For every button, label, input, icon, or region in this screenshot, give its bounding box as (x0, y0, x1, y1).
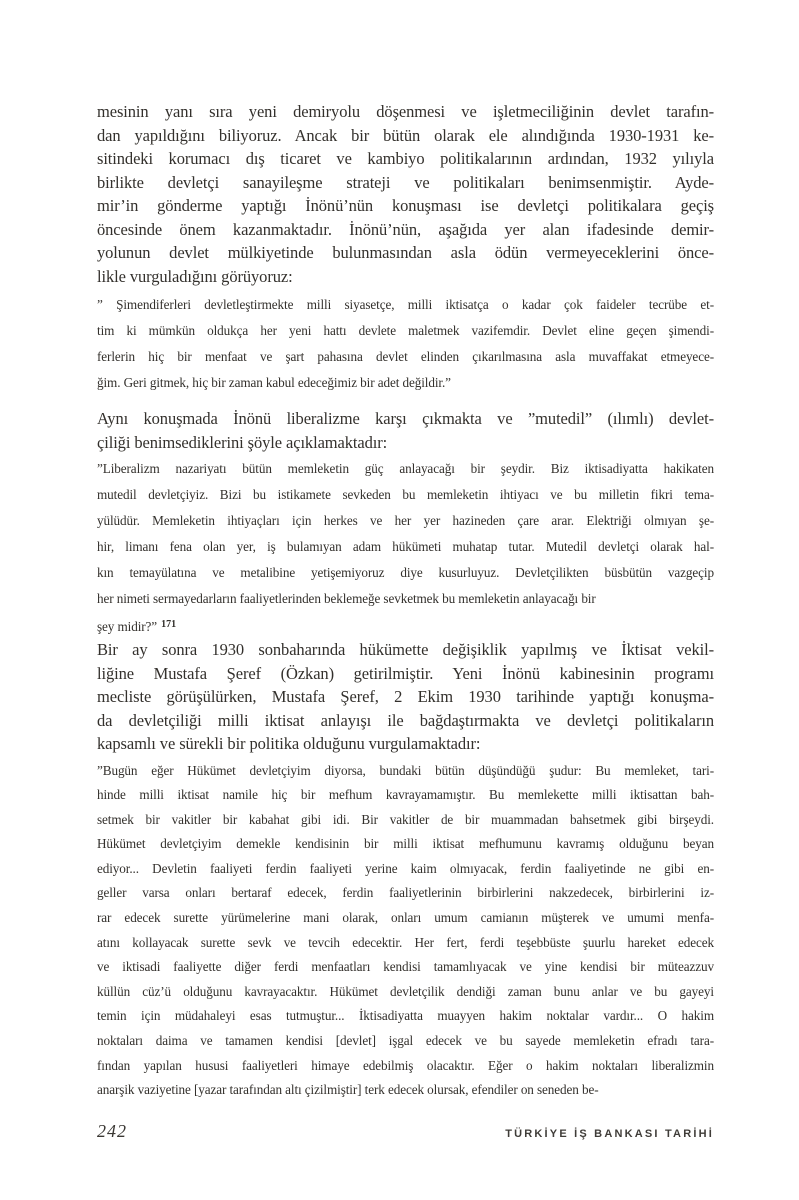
text-line: likle vurguladığını görüyoruz: (97, 266, 293, 286)
page-footer (97, 1121, 714, 1142)
text-line: kapsamlı ve sürekli bir politika olduğunu vurgulamaktadır: (97, 734, 481, 753)
text-line: Hükümet devletçiyim demekle kendisinin bir milli iktisat mefhumunu kavramış olduğunu beyan (97, 836, 714, 852)
text-line: hinde milli iktisat namile hiç bir mefhum kavrayamamıştır. Bu memlekette milli iktisattan bah- (97, 787, 714, 803)
text-line: ferlerin hiç bir menfaat ve şart pahasına devlet elinden çıkarılmasına asla muvaffakat etmeyece- (97, 349, 714, 364)
quote-last-line-text: şey midir?” (97, 619, 158, 634)
text-line: noktaları daima ve tamamen kendisi [devlet] işgal edecek ve bu sayede memleketin efradı tara- (97, 1033, 714, 1049)
text-line: atını kollayacak surette sevk ve tevcih edecektir. Her fert, ferdi teşebbüste şuurlu hareket edecek (97, 934, 714, 950)
text-line: da devletçiliği milli iktisat anlayışı ile bağdaştırmakta ve devletçi politikaların (97, 710, 714, 730)
text-line: Bir ay sonra 1930 sonbaharında hükümette değişiklik yapılmış ve İktisat vekil- (97, 640, 714, 659)
text-line: küllün cüz’ü olduğunu kavrayacaktır. Hükümet devletçilik dendiği zaman bunu anlar ve bu gayeyi (97, 983, 714, 999)
block-quote-2 (97, 456, 714, 612)
text-line: yolunun devlet mülkiyetinde bulunmasından asla ödün vermeyeceklerini önce- (97, 243, 714, 262)
text-line: ediyor... Devletin faaliyeti ferdin faaliyeti yerine kaim olmıyacak, ferdin faaliyetinde ne gibi en- (97, 860, 714, 876)
text-line: çiliği benimsediklerini şöyle açıklamaktadır: (97, 432, 388, 452)
text-line: ”Bugün eğer Hükümet devletçiyim diyorsa, bundaki bütün düşündüğü şudur: Bu memleket, tari- (97, 762, 714, 778)
text-line: sitindeki korumacı dış ticaret ve kambiyo politikalarının ardından, 1932 yılıyla (97, 149, 714, 168)
text-line: mesinin yanı sıra yeni demiryolu döşenmesi ve işletmeciliğinin devlet tarafın- (97, 102, 714, 121)
text-line: liğine Mustafa Şeref (Özkan) getirilmiştir. Yeni İnönü kabinesinin programı (97, 663, 714, 683)
text-line: ve iktisadi faaliyette diğer ferdi menfaatları kendisi tamamlıyacak ve yine kendisi bir müteazzuv (97, 959, 714, 975)
text-line: birlikte devletçi sanayileşme strateji ve politikaları benimsenmiştir. Ayde- (97, 172, 714, 192)
text-line: temin için müdahaleyi esas tutmuştur... İktisadiyatta muayyen hakim noktalar vardır... O hakim (97, 1008, 714, 1024)
text-block (97, 100, 714, 1103)
text-line: ğim. Geri gitmek, hiç bir zaman kabul edeceğimiz bir adet değildir.” (97, 375, 451, 390)
text-line: geller varsa onları bertaraf edecek, ferdin faaliyetlerinin birbirlerini nakzedecek, birbirlerini iz- (97, 885, 714, 901)
text-line: Aynı konuşmada İnönü liberalizme karşı çıkmakta ve ”mutedil” (ılımlı) devlet- (97, 409, 714, 428)
text-line: yülüdür. Memleketin ihtiyaçları için herkes ve her yer hazineden çare arar. Elektriği olmıyan şe- (97, 513, 714, 528)
paragraph-3 (97, 638, 714, 756)
text-line: rar edecek surette yürümelerine mani olarak, onları umum camianın müşterek ve umumi menfa- (97, 910, 714, 926)
paragraph-1 (97, 100, 714, 288)
text-line: ”Liberalizm nazariyatı bütün memleketin güç anlayacağı bir şeydir. Biz iktisadiyatta hakikaten (97, 461, 714, 476)
text-line: anarşik vaziyetine [yazar tarafından altı çizilmiştir] terk edecek olursak, efendiler on seneden be- (97, 1082, 599, 1098)
text-line: öncesinde önem kazanmaktadır. İnönü’nün, aşağıda yer alan ifadesinde demir- (97, 219, 714, 239)
text-line: mir’in gönderme yaptığı İnönü’nün konuşması ise devletçi politikalara geçiş (97, 196, 714, 215)
text-line: tim ki mümkün oldukça her yeni hattı devlete maletmek vazifemdir. Devlet eline geçen şimendi- (97, 323, 714, 338)
text-line: dan yapıldığını biliyoruz. Ancak bir bütün olarak ele alındığında 1930-1931 ke- (97, 125, 714, 145)
text-line: setmek bir vakitler bir kabahat gibi idi. Bir vakitler de bir muammadan bahsetmek gibi birşeydi. (97, 811, 714, 827)
text-line: kın temayülatına ve metalibine yetişemiyoruz diye kusurluyuz. Devletçilikten büsbütün vazgeçip (97, 565, 714, 580)
paragraph-2 (97, 407, 714, 454)
text-line: hir, limanı fena olan yer, iş bulamıyan adam hükümeti muhatap tutar. Mutedil devletçi olarak hal- (97, 539, 714, 554)
text-line: her nimeti sermayedarların faaliyetlerinden beklemeğe sevketmek bu memleketin anlayacağı bir (97, 591, 596, 606)
page-number: 242 (97, 1120, 127, 1141)
running-title: TÜRKİYE İŞ BANKASI TARİHİ (505, 1127, 714, 1140)
block-quote-2-last-line (97, 612, 714, 638)
text-line: mecliste görüşülürken, Mustafa Şeref, 2 Ekim 1930 tarihinde yaptığı konuşma- (97, 687, 714, 706)
footnote-reference: 171 (161, 619, 177, 630)
text-line: ” Şimendiferleri devletleştirmekte milli siyasetçe, milli iktisatça o kadar çok faideler tecrübe et- (97, 297, 714, 312)
text-line: fından yapılan hususi faaliyetleri himaye edebilmiş olacaktır. Eğer o hakim noktaları liberalizmin (97, 1057, 714, 1073)
block-quote-1 (97, 292, 714, 396)
block-quote-3 (97, 759, 714, 1103)
text-line: mutedil devletçiyiz. Bizi bu istikamete sevkeden bu memleketin ihtiyacı ve bu milletin fikri tema- (97, 487, 714, 502)
